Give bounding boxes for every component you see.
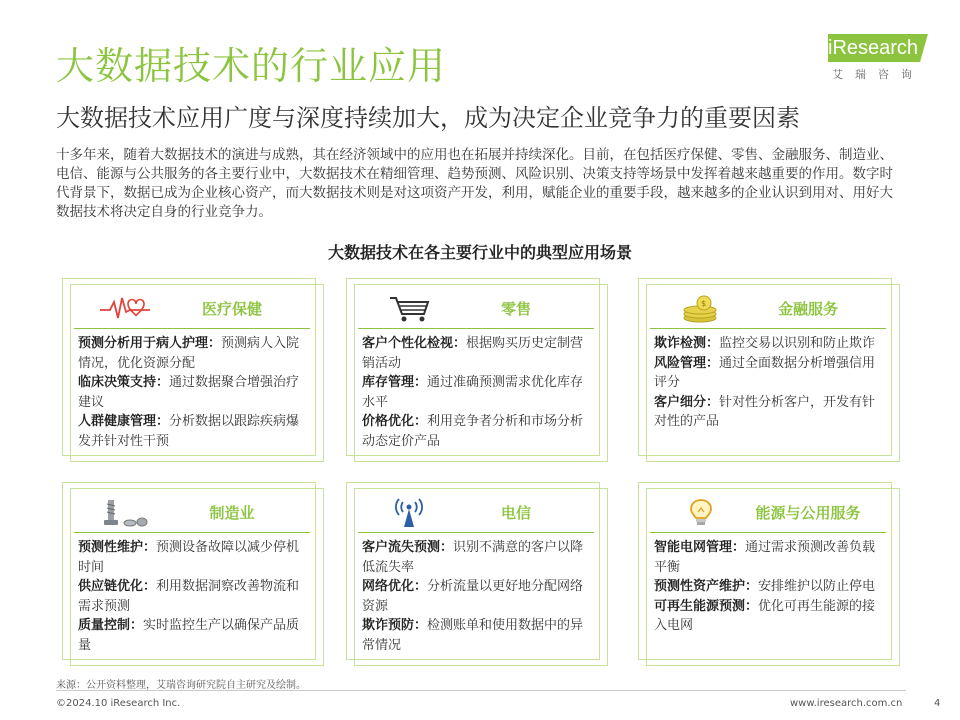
card-title: 医疗保健 xyxy=(201,300,262,318)
shopping-cart-icon xyxy=(382,294,436,324)
svg-text:$: $ xyxy=(701,299,707,308)
list-item: 临床决策支持：通过数据聚合增强治疗建议 xyxy=(78,375,300,410)
screw-icon xyxy=(98,498,152,528)
card-divider xyxy=(358,532,594,533)
card-energy xyxy=(638,482,900,666)
card-body xyxy=(362,334,590,451)
list-item: 欺诈检测：监控交易以识别和防止欺诈 xyxy=(654,336,876,351)
card-title: 金融服务 xyxy=(777,300,838,318)
list-item: 供应链优化：利用数据洞察改善物流和需求预测 xyxy=(78,579,300,614)
card-title: 零售 xyxy=(500,300,531,318)
logo-cn-text: 艾瑞咨询 xyxy=(832,68,924,81)
card-body xyxy=(362,538,590,655)
footer-divider xyxy=(56,690,906,691)
card-telecom xyxy=(346,482,608,666)
list-item: 人群健康管理：分析数据以跟踪疾病爆发并针对性干预 xyxy=(78,414,300,449)
section-title: 大数据技术在各主要行业中的典型应用场景 xyxy=(327,243,632,262)
page-number: 4 xyxy=(934,698,941,709)
list-item: 客户个性化检视：根据购买历史定制营销活动 xyxy=(362,336,584,371)
card-retail xyxy=(346,278,608,462)
list-item: 智能电网管理：通过需求预测改善负载平衡 xyxy=(654,540,876,575)
card-divider xyxy=(74,532,310,533)
list-item: 网络优化：分析流量以更好地分配网络资源 xyxy=(362,579,584,614)
page-title: 大数据技术的行业应用 xyxy=(56,44,447,88)
heartbeat-icon xyxy=(98,294,152,324)
light-bulb-icon xyxy=(674,498,728,528)
card-manufacturing xyxy=(62,482,324,666)
iresearch-logo xyxy=(822,34,942,86)
card-divider xyxy=(358,328,594,329)
list-item: 客户流失预测：识别不满意的客户以降低流失率 xyxy=(362,540,584,575)
card-body xyxy=(78,538,306,655)
card-title: 能源与公用服务 xyxy=(755,504,861,522)
card-divider xyxy=(650,328,886,329)
coins-icon xyxy=(674,294,728,324)
card-body xyxy=(78,334,306,451)
card-divider xyxy=(74,328,310,329)
list-item: 预测性维护：预测设备故障以减少停机时间 xyxy=(78,540,300,575)
list-item: 价格优化：利用竞争者分析和市场分析动态定价产品 xyxy=(362,414,584,449)
list-item: 预测分析用于病人护理：预测病人入院情况，优化资源分配 xyxy=(78,336,300,371)
signal-tower-icon xyxy=(382,498,436,528)
card-body xyxy=(654,538,882,636)
list-item: 欺诈预防：检测账单和使用数据中的异常情况 xyxy=(362,618,584,653)
intro-paragraph: 十多年来，随着大数据技术的演进与成熟，其在经济领域中的应用也在拓展并持续深化。目前，在包括医疗保健、零售、金融服务、制造业、电信、能源与公共服务的各主要行业中，大数据技术在精细管理、趋势预测、风险识别、决策支持等场景中发挥着越来越重要的作用。数字时代背景下，数据已成为企业核心资产，而大数据技术则是对这项资产开发，利用，赋能企业的重要手段，越来越多的企业认识到用对、用好大数据技术将决定自身的行业竞争力。 xyxy=(56,147,893,220)
list-item: 可再生能源预测：优化可再生能源的接入电网 xyxy=(654,598,876,633)
footer-url: www.iresearch.com.cn xyxy=(790,698,903,709)
list-item: 客户细分：针对性分析客户，开发有针对性的产品 xyxy=(654,394,876,429)
list-item: 风险管理：通过全面数据分析增强信用评分 xyxy=(654,355,876,390)
list-item: 库存管理：通过准确预测需求优化库存水平 xyxy=(362,375,584,410)
card-title: 电信 xyxy=(500,504,531,522)
list-item: 预测性资产维护：安排维护以防止停电 xyxy=(654,579,876,594)
page-subtitle: 大数据技术应用广度与深度持续加大，成为决定企业竞争力的重要因素 xyxy=(56,104,800,132)
footer-copyright: ©2024.10 iResearch Inc. xyxy=(56,698,181,709)
logo-text: iResearch xyxy=(828,37,919,59)
card-divider xyxy=(650,532,886,533)
card-title: 制造业 xyxy=(209,504,255,522)
card-healthcare xyxy=(62,278,324,462)
card-finance xyxy=(638,278,900,462)
list-item: 质量控制：实时监控生产以确保产品质量 xyxy=(78,618,300,653)
card-body xyxy=(654,334,882,432)
source-note: 来源：公开资料整理，艾瑞咨询研究院自主研究及绘制。 xyxy=(56,680,306,691)
